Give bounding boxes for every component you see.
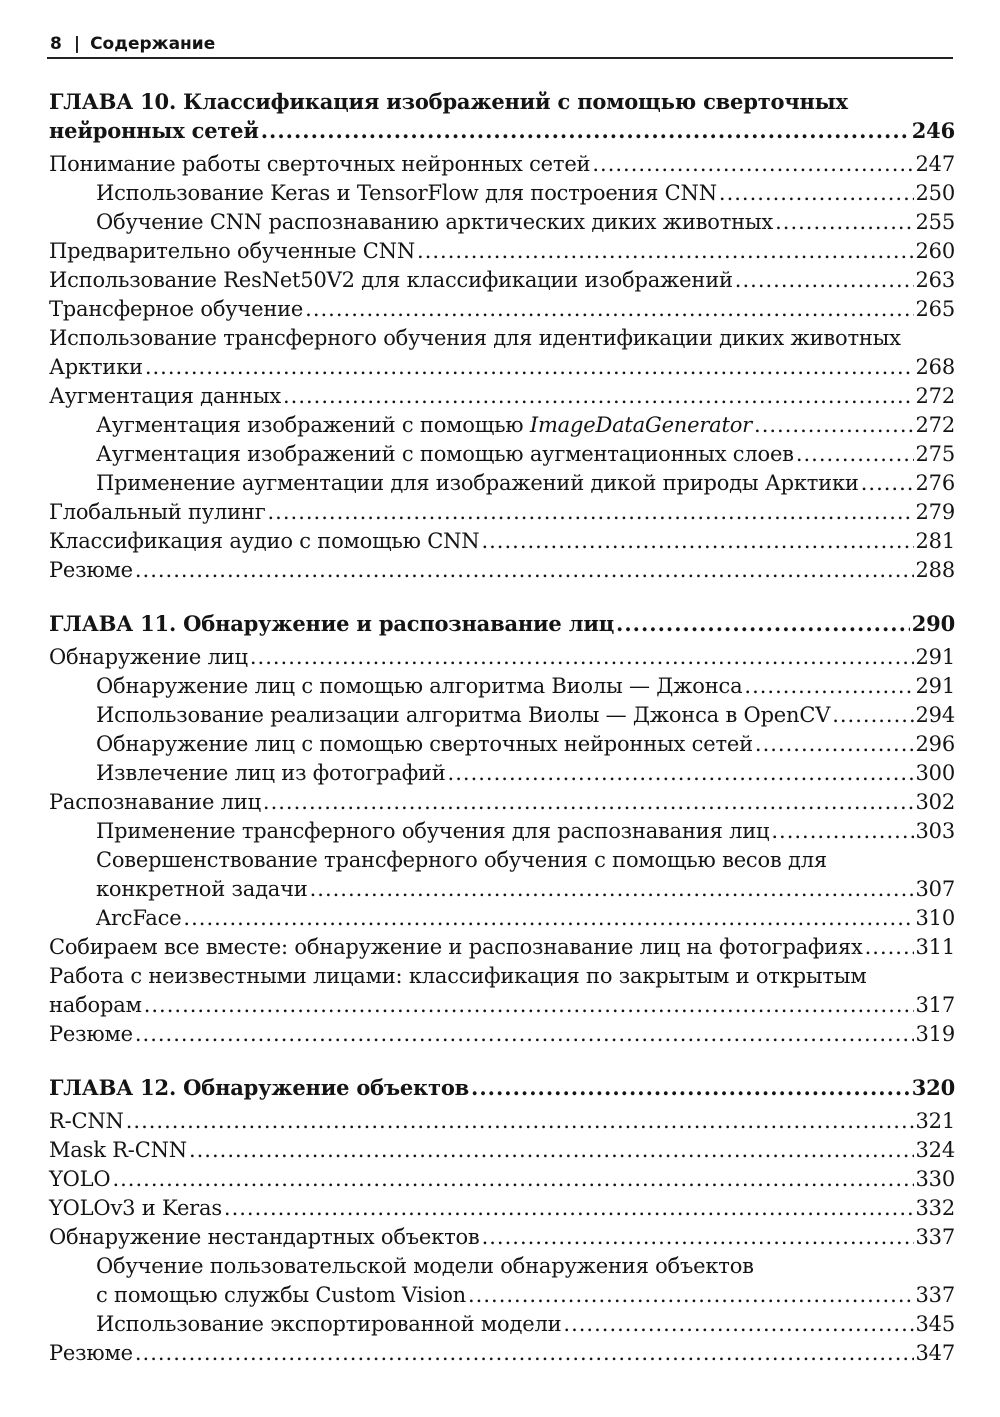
entry-title [49,1223,480,1252]
entry-title-text: Извлечение лиц из фотографий [96,761,446,785]
entry-line [49,116,955,145]
page-number: 276 [915,471,955,495]
entry-title-text: Обнаружение нестандартных объектов [49,1225,480,1249]
page-number: 317 [915,993,955,1017]
dot-leader [755,730,914,759]
entry-title [49,1194,222,1223]
entry-line [96,208,955,237]
entry-title-text: Применение аугментации для изображений дикой природы Арктики [96,471,859,495]
dot-leader [135,556,914,585]
page-number: 263 [915,268,955,292]
dot-leader [744,672,913,701]
toc-entry [49,237,955,266]
entry-title-text: Обнаружение лиц с помощью алгоритма Виолы — Джонса [96,674,743,698]
page-number: 291 [915,645,955,669]
toc-entry [49,324,955,382]
toc-entry [49,1136,955,1165]
entry-line [49,1194,955,1223]
dot-leader [861,469,914,498]
entry-line [49,237,955,266]
entry-title [96,440,794,469]
entry-line [49,498,955,527]
entry-line [49,933,955,962]
page-number: 337 [915,1283,955,1307]
dot-leader [305,295,913,324]
page-number: 300 [915,761,955,785]
dot-leader [616,609,910,638]
header-title: Содержание [90,34,216,54]
dot-leader [183,904,913,933]
dot-leader [796,440,914,469]
entry-line [49,1223,955,1252]
dot-leader [719,179,914,208]
entry-title-text: Распознавание лиц [49,790,261,814]
entry-title-text: Арктики [49,355,143,379]
entry-line [49,1107,955,1136]
chapter-section [49,609,955,1049]
page-number: 347 [915,1341,955,1365]
entry-line [96,904,955,933]
entry-title-text: Собираем все вместе: обнаружение и распознавание лиц на фотографиях [49,935,863,959]
toc-entry [49,933,955,962]
entry-line [96,759,955,788]
toc-entry [49,527,955,556]
entry-line [49,353,955,382]
entry-title-text: Аугментация изображений с помощью [96,413,530,437]
dot-leader [771,817,913,846]
entry-title [49,556,133,585]
entry-title [96,730,753,759]
entry-title-text: наборам [49,993,142,1017]
page-number: 265 [915,297,955,321]
entry-title-line: Использование трансферного обучения для идентификации диких животных [49,326,901,350]
entry-title [96,469,859,498]
page-number: 310 [915,906,955,930]
entry-title-text: Использование реализации алгоритма Виолы — Джонса в OpenCV [96,703,831,727]
page-number: 291 [915,674,955,698]
entry-title [96,179,717,208]
toc-entry [49,498,955,527]
page-number: 320 [911,1075,955,1100]
dot-leader [592,150,913,179]
dot-leader [283,382,914,411]
dot-leader [135,1020,914,1049]
toc-entry [49,295,955,324]
entry-title [96,701,830,730]
dot-leader [563,1310,913,1339]
entry-title-text: Применение трансферного обучения для распознавания лиц [96,819,770,843]
entry-line [96,875,955,904]
dot-leader [310,875,914,904]
entry-title [49,498,266,527]
toc-subentry [49,846,955,904]
entry-title [49,266,733,295]
entry-title [49,1165,110,1194]
entry-title [96,672,742,701]
entry-title-text: ГЛАВА 11. Обнаружение и распознавание лиц [49,611,615,636]
dot-leader [144,991,914,1020]
entry-title [49,1107,124,1136]
entry-line [49,150,955,179]
entry-title-text: Mask R-CNN [49,1138,187,1162]
entry-title-text: Понимание работы сверточных нейронных сетей [49,152,591,176]
dot-leader [268,498,914,527]
dot-leader [135,1339,914,1368]
dot-leader [261,116,910,145]
dot-leader [482,1223,914,1252]
entry-title [96,1281,466,1310]
toc-entry [49,266,955,295]
entry-title-text: нейронных сетей [49,118,259,143]
entry-title [49,116,259,145]
entry-title-text: ArcFace [96,906,182,930]
toc-entry [49,1020,955,1049]
entry-title [49,527,479,556]
dot-leader [250,643,914,672]
header-separator: | [73,34,81,54]
chapter-section [49,1073,955,1368]
running-header [47,33,953,59]
entry-title [96,411,752,440]
toc-entry [49,382,955,411]
dot-leader [126,1107,914,1136]
entry-title-line: Обучение пользовательской модели обнаружения объектов [96,1254,754,1278]
page-number: 324 [915,1138,955,1162]
dot-leader [112,1165,913,1194]
page-number: 268 [915,355,955,379]
toc-entry [49,556,955,585]
entry-title-text: Резюме [49,558,133,582]
entry-title [96,875,308,904]
entry-title-text: YOLOv3 и Keras [49,1196,222,1220]
page-number: 307 [915,877,955,901]
entry-title [49,1339,133,1368]
entry-line [49,1073,955,1102]
dot-leader [471,1073,910,1102]
page-number: 303 [915,819,955,843]
page-number: 332 [915,1196,955,1220]
page-number: 302 [915,790,955,814]
page-number: 272 [915,413,955,437]
entry-title-line: Совершенствование трансферного обучения с помощью весов для [96,848,827,872]
page-number: 330 [915,1167,955,1191]
page-number: 290 [911,611,955,636]
entry-line [49,266,955,295]
entry-line [49,382,955,411]
entry-line [49,1020,955,1049]
toc-subentry [49,440,955,469]
entry-line [49,643,955,672]
entry-line [96,672,955,701]
toc-entry [49,150,955,179]
dot-leader [832,701,913,730]
entry-line [49,788,955,817]
page-number: 288 [915,558,955,582]
entry-title-text: Аугментация изображений с помощью аугментационных слоев [96,442,794,466]
dot-leader [448,759,914,788]
entry-title-line: Работа с неизвестными лицами: классификация по закрытым и открытым [49,964,867,988]
entry-title-text: ГЛАВА 12. Обнаружение объектов [49,1075,470,1100]
entry-line [96,179,955,208]
toc-entry [49,1223,955,1252]
entry-title-text: Обнаружение лиц [49,645,248,669]
page-number: 8 [50,34,62,54]
entry-line [96,411,955,440]
entry-title [49,788,261,817]
entry-title [49,609,614,638]
page-number: 311 [915,935,955,959]
dot-leader [735,266,914,295]
toc-entry [49,962,955,1020]
page-number: 319 [915,1022,955,1046]
toc-entry [49,788,955,817]
page-number: 246 [911,118,955,143]
page-number: 281 [915,529,955,553]
entry-title-text: конкретной задачи [96,877,308,901]
toc-subentry [49,1252,955,1310]
toc-entry [49,643,955,672]
entry-title [49,1136,187,1165]
page-number: 294 [915,703,955,727]
dot-leader [145,353,914,382]
page-number: 255 [915,210,955,234]
toc-subentry [49,672,955,701]
entry-title [96,208,773,237]
entry-title-text: Использование ResNet50V2 для классификации изображений [49,268,733,292]
page-number: 275 [915,442,955,466]
entry-line [49,1339,955,1368]
page-number: 321 [915,1109,955,1133]
entry-title-text: Классификация аудио с помощью CNN [49,529,480,553]
page-number: 260 [915,239,955,263]
entry-title-text: Обнаружение лиц с помощью сверточных нейронных сетей [96,732,753,756]
toc-subentry [49,817,955,846]
dot-leader [417,237,914,266]
dot-leader [468,1281,914,1310]
chapter-title [49,609,955,638]
page-number: 250 [915,181,955,205]
entry-title [49,1020,133,1049]
entry-line [49,991,955,1020]
entry-line [49,527,955,556]
entry-title-text: Использование Keras и TensorFlow для построения CNN [96,181,717,205]
toc-subentry [49,179,955,208]
entry-title-line: ГЛАВА 10. Классификация изображений с помощью сверточных [49,89,848,114]
entry-title [96,817,769,846]
toc-entry [49,1107,955,1136]
entry-line [96,701,955,730]
entry-title-text: R-CNN [49,1109,124,1133]
entry-title [96,759,446,788]
entry-title-text: Аугментация данных [49,384,281,408]
entry-title [49,933,863,962]
entry-line [96,730,955,759]
entry-title-italic: ImageDataGenerator [529,413,753,437]
entry-line [49,1136,955,1165]
entry-title [49,295,303,324]
entry-title [96,1310,561,1339]
dot-leader [754,411,913,440]
entry-title-text: Глобальный пулинг [49,500,266,524]
page-number: 272 [915,384,955,408]
page-number: 296 [915,732,955,756]
toc-subentry [49,759,955,788]
entry-line [96,469,955,498]
page-number: 337 [915,1225,955,1249]
dot-leader [481,527,913,556]
toc-entry [49,1165,955,1194]
dot-leader [865,933,914,962]
entry-title-text: Использование экспортированной модели [96,1312,562,1336]
entry-line [49,295,955,324]
chapter-title [49,1073,955,1102]
entry-line [96,1281,955,1310]
entry-line [96,817,955,846]
toc-entry [49,1339,955,1368]
page-number: 279 [915,500,955,524]
entry-line [49,556,955,585]
toc-subentry [49,701,955,730]
entry-title-text: Трансферное обучение [49,297,304,321]
entry-title [49,643,248,672]
chapter-title [49,87,955,145]
page-number: 247 [915,152,955,176]
entry-title [49,237,415,266]
dot-leader [224,1194,914,1223]
toc-entry [49,1194,955,1223]
entry-title-text: с помощью службы Custom Vision [96,1283,466,1307]
entry-line [96,1310,955,1339]
entry-title [49,353,143,382]
toc-subentry [49,208,955,237]
toc-subentry [49,469,955,498]
entry-title [49,382,281,411]
dot-leader [189,1136,914,1165]
entry-line [49,1165,955,1194]
entry-title-text: Предварительно обученные CNN [49,239,416,263]
toc-subentry [49,904,955,933]
page-number: 345 [915,1312,955,1336]
entry-title-text: Резюме [49,1341,133,1365]
entry-title [49,991,142,1020]
toc-subentry [49,1310,955,1339]
chapter-section [49,87,955,585]
dot-leader [775,208,913,237]
entry-title [49,150,590,179]
entry-title-text: Резюме [49,1022,133,1046]
toc-subentry [49,730,955,759]
entry-title-text: YOLO [49,1167,111,1191]
entry-line [49,609,955,638]
dot-leader [263,788,914,817]
toc-subentry [49,411,955,440]
entry-title-text: Обучение CNN распознаванию арктических диких животных [96,210,774,234]
table-of-contents [49,87,955,1392]
entry-title [49,1073,469,1102]
entry-title [96,904,181,933]
entry-line [96,440,955,469]
